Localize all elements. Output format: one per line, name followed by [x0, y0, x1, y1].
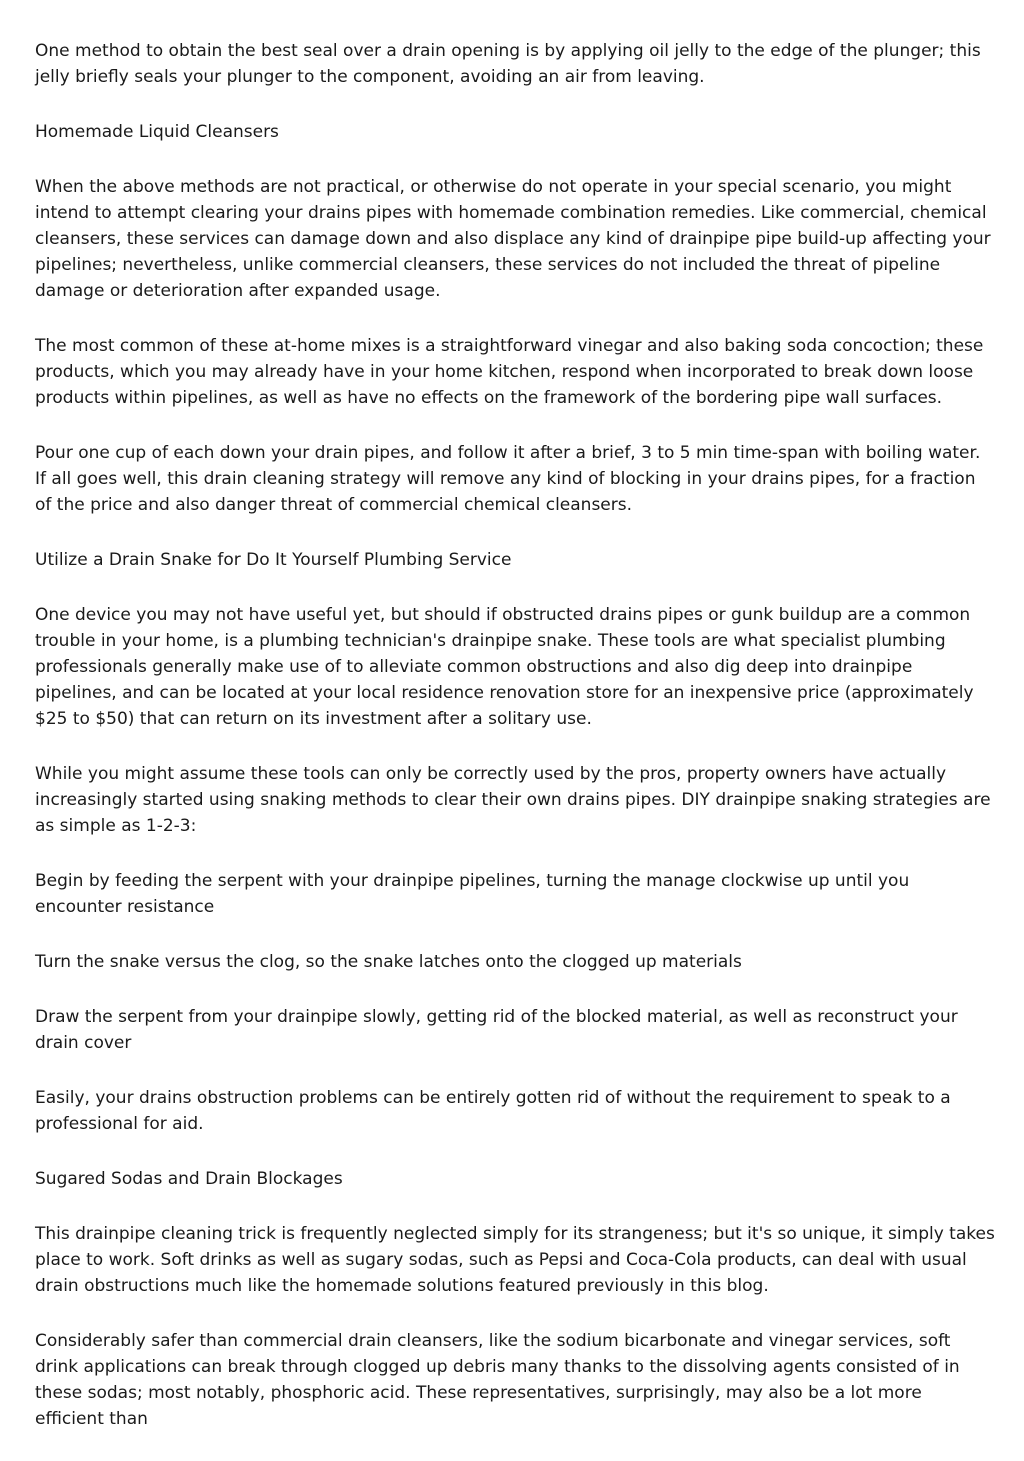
- paragraph-vinegar-baking-soda: The most common of these at-home mixes is a straightforward vinegar and also baking soda concoction; these products, which you may already have in your home kitchen, respond when incorporated to break down loose products within pipelines, as well as have no effects on the framework of the bordering pipe wall surfaces.: [35, 336, 984, 408]
- heading-drain-snake: Utilize a Drain Snake for Do It Yourself Plumbing Service: [35, 550, 512, 570]
- paragraph-snaking-methods: While you might assume these tools can only be correctly used by the pros, property owners have actually increasingly started using snaking methods to clear their own drains pipes. DIY drainpipe snaking strategies are as simple as 1-2-3:: [35, 764, 991, 836]
- paragraph-plunger-seal: One method to obtain the best seal over a drain opening is by applying oil jelly to the edge of the plunger; this jelly briefly seals your plunger to the component, avoiding an air from leaving.: [35, 41, 981, 87]
- heading-sugared-sodas: Sugared Sodas and Drain Blockages: [35, 1169, 343, 1189]
- paragraph-drainpipe-snake: One device you may not have useful yet, but should if obstructed drains pipes or gunk buildup are a common trouble in your home, is a plumbing technician's drainpipe snake. These tools are what specialist plumbing professionals generally make use of to alleviate common obstructions and also dig deep into drainpipe pipelines, and can be located at your local residence renovation store for an inexpensive price (approximately $25 to $50) that can return on its investment after a solitary use.: [35, 605, 974, 729]
- heading-homemade-liquid-cleansers: Homemade Liquid Cleansers: [35, 122, 279, 142]
- paragraph-step-feed: Begin by feeding the serpent with your drainpipe pipelines, turning the manage clockwise up until you encounter resistance: [35, 871, 910, 917]
- paragraph-safer-than-commercial: Considerably safer than commercial drain cleansers, like the sodium bicarbonate and vinegar services, soft drink applications can break through clogged up debris many thanks to the dissolving agents consisted of in these sodas; most notably, phosphoric acid. These representatives, surprisingly, may also be a lot more efficient than: [35, 1331, 960, 1429]
- article-body: [35, 38, 995, 1461]
- paragraph-pour-boiling-water: Pour one cup of each down your drain pipes, and follow it after a brief, 3 to 5 min time-span with boiling water. If all goes well, this drain cleaning strategy will remove any kind of blocking in your drains pipes, for a fraction of the price and also danger threat of commercial chemical cleansers.: [35, 443, 981, 515]
- paragraph-step-turn: Turn the snake versus the clog, so the snake latches onto the clogged up materials: [35, 952, 742, 972]
- paragraph-soda-trick: This drainpipe cleaning trick is frequently neglected simply for its strangeness; but it's so unique, it simply takes place to work. Soft drinks as well as sugary sodas, such as Pepsi and Coca-Cola products, can deal with usual drain obstructions much like the homemade solutions featured previously in this blog.: [35, 1224, 995, 1296]
- paragraph-homemade-remedies: When the above methods are not practical, or otherwise do not operate in your special scenario, you might intend to attempt clearing your drains pipes with homemade combination remedies. Like commercial, chemical cleansers, these services can damage down and also displace any kind of drainpipe pipe build-up affecting your pipelines; nevertheless, unlike commercial cleansers, these services do not included the threat of pipeline damage or deterioration after expanded usage.: [35, 177, 991, 301]
- paragraph-step-draw: Draw the serpent from your drainpipe slowly, getting rid of the blocked material, as well as reconstruct your drain cover: [35, 1007, 958, 1053]
- paragraph-easily: Easily, your drains obstruction problems can be entirely gotten rid of without the requirement to speak to a professional for aid.: [35, 1088, 951, 1134]
